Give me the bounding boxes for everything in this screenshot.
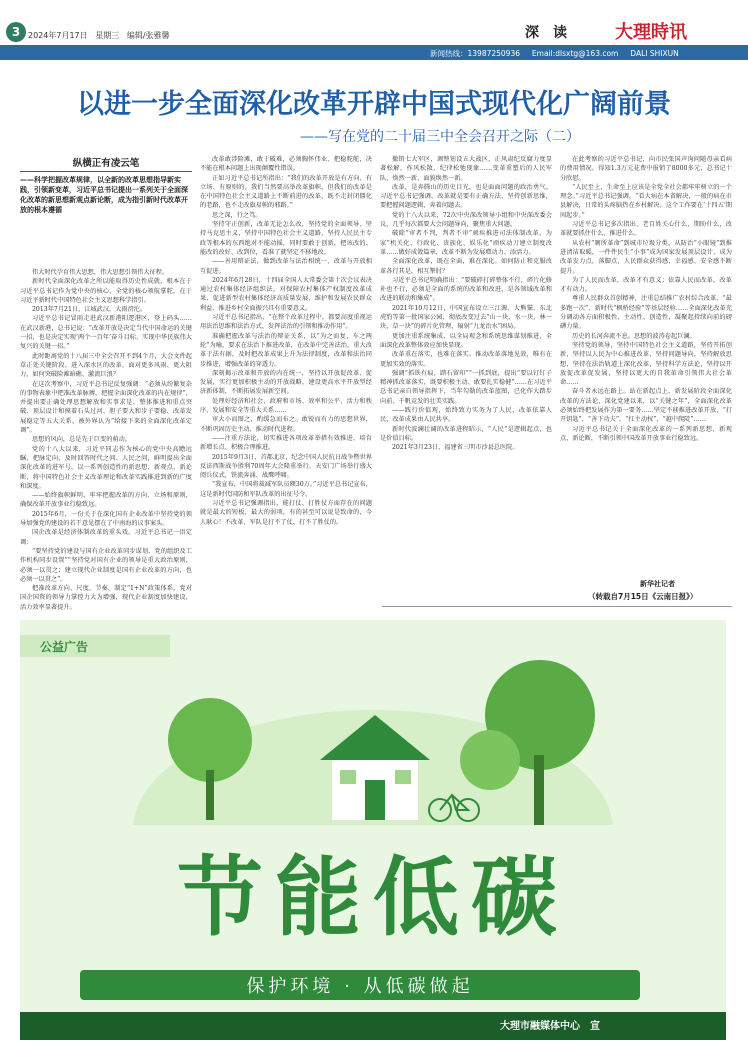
paragraph: ——善用辩证法，做到改革与法治相统一、改革与开放相互促进。 <box>200 258 372 275</box>
paragraph: “人民至上，生命至上应该是全党全社会都牢牢树立的一个理念。”习近平总书记强调，“看大病在本省解决，一般的病在市县解决，日常的头疼脑热在乡村解决。这个工作要在‘十四五’期间起步。” <box>560 183 732 219</box>
byline: 新华社记者 <box>640 580 675 588</box>
paragraph: 全面深化改革，既在全面，难在深化。如何防止和克服改革各行其是，相互掣肘？ <box>380 258 552 275</box>
article-column-1 <box>20 268 192 628</box>
paragraph: 历史的长河奔流不息。思想的波涛卷起巨澜。 <box>572 332 696 340</box>
news-hotline: 新闻热线：13987250936 <box>430 49 520 58</box>
paragraph: 习近平总书记明确指出：“要破碎打碎整体不行，碎片化修补也不行，必须是全面的系统的改革和改进，是各领域改革和改进的联动和集成”。 <box>380 276 552 303</box>
paragraph: 改革重在落实，也难在落实。推动改革落地见效，唯有在更加实效的落实。 <box>380 351 552 368</box>
paragraph: 2015年9月3日，首都北京，纪念中国人民抗日战争暨世界反法西斯战争胜利70周年大会隆重举行，天安门广场举行盛大阅兵仪式，铁流奔涌、战鹰呼啸。 <box>200 453 372 480</box>
paragraph: 撤销七大军区，调整划设五大战区，正风肃纪反腐力度显著松解，作风松散、纪律松弛现象……变革重塑后的人民军队，焕然一新，面貌焕然一新。 <box>380 156 552 182</box>
paragraph: 尊重人民群众首创精神，注重总结推广农村综合改革、“最多跑一次”、新时代“枫桥经验”等基层经验……全面深化改革充分调动各方面积极性、主动性、创造性，凝聚起持续向前的磅礴力量。 <box>560 295 732 331</box>
paragraph: 2015年6月，一份关于在深化国有企业改革中坚持党的领导加强党的建设的若干意见摆在了中南海的议事案头。 <box>20 510 192 528</box>
header-editor: 编辑/张雅馨 <box>126 31 170 40</box>
paragraph: 习近平总书记多次指出，老百姓关心什么，期盼什么，改革就要抓住什么、推进什么。 <box>560 221 732 238</box>
ad-label: 公益广告 <box>40 640 89 654</box>
paragraph: 处理好经济和社会、政府和市场、效率和公平、活力和秩序、发展和安全等重大关系…… <box>200 397 372 415</box>
paragraph: 为了人民而改革，改革才有意义；依靠人民而改革，改革才有动力。 <box>560 276 732 294</box>
paragraph: 在此考察的习近平总书记，向市民张国声询问随母亲看病的费用情况。得知1.3万元花费中报销了8000多元，总书记十分欣慰。 <box>560 156 732 182</box>
paragraph: 正如习近平总书记所指出：“我们的改革开放是有方向、有立场、有原则的。我们当然要高举改革旗帜，但我们的改革是在中国特色社会主义道路上不断前进的改革，既不走封闭僵化的老路，也不走改旗易帜的邪路。” <box>200 174 372 210</box>
paragraph: ——注重方法论，切实推进各项改革举措有效推进、培育新增长点、积极合理推进。 <box>200 434 372 452</box>
page-number-badge: 3 <box>6 22 26 42</box>
paragraph: 2021年3月23日，福建省三明市沙县总医院。 <box>392 444 519 452</box>
paper-masthead: 大理時讯 <box>615 22 687 43</box>
paragraph: 党的十八大以来，习近平同志作为核心的党中央高瞻远瞩、把脉定向，及时回答时代之问、人民之问，鲜明提出全面深化改革的进军号，以一系列创造性的新思想、新观点、新论断，将中国特色社会主义改革理论和改革实践推进到新的广度和深度。 <box>20 445 192 490</box>
paragraph: 习近平总书记关于全面深化改革的一系列新思想、新观点、新论断，不断引领中国改革开放事业行稳致远。 <box>560 425 732 442</box>
paragraph: 准确把握改革与法治的辩证关系，以“为之而复，车之两轮”为喻，要求在法治下推进改革，在改革中完善法治，重大改革于法有据，及时把改革成果上升为法律制度，改革和法治同步推进，增强改革的穿透力。 <box>200 332 372 368</box>
article-column-4 <box>560 155 732 577</box>
public-service-ad <box>20 620 726 1040</box>
article-column-3 <box>380 155 552 595</box>
section-name: 深 读 <box>525 25 567 41</box>
paragraph: 奋斗者永远在路上。站在新起点上，新发展阶段全面深化改革的方法论，深化党建以来，以“关键之年”，全面深化改革必须始终把发展作为第一要务……坚定不移推进改革开放，“打开钥匙”，“善下功夫”，“扛主动权”，“越中爬陡”…… <box>560 388 732 424</box>
paragraph: 深刻揭示改革和开放的内在统一，坚持以开放促改革、促发展，实行更加积极主动的开放战略，建设更高水平开放型经济新体制，不断拓展发展新空间。 <box>200 369 372 396</box>
paragraph: 坚持党的领导，坚持中国特色社会主义道路，坚持开拓创新，坚持以人民为中心推进改革，坚持问题导向，坚持解放思想，坚持在法治轨道上深化改革，坚持科学方法论，坚持以开放促改革促发展，坚持以更大的自我革命引领伟大社会革命…… <box>560 341 732 387</box>
article-headline: 以进一步全面深化改革开辟中国式现代化广阔前景 <box>77 89 671 120</box>
paragraph: 国企改革是经济体制改革的重头戏。习近平总书记一语定调： <box>20 529 192 546</box>
paragraph: ——践行价值观，始终致力实务为了人民、改革依靠人民，改革成果由人民共享。 <box>380 407 552 424</box>
paragraph: “我宣布，中国将裁减军队员额30万。”习近平总书记宣布，这是新时代国防和军队改革的出征号令。 <box>200 481 372 498</box>
paragraph: 习近平总书记冒雨走进武汉新港阳逻港区，登上码头……在武汉新港，总书记说：“改革开放是决定当代中国命运的关键一招，也是决定实现‘两个一百年’奋斗目标、实现中华民族伟大复兴的关键一招。” <box>20 315 192 351</box>
paragraph: 新时代波澜壮阔的改革进程昭示，“人民”是逻辑起点，也是价值目标。 <box>380 425 552 442</box>
paragraph: 把准改革方向、尺度、节奏，制定“1+N”政策体系，党对国企国资的领导力掌控力大为增强，现代企业制度加快建设，活力效率显著提升。 <box>20 585 192 611</box>
paragraph: 2024年6月28日，十四届全国人大常委会第十次会议表决通过农村集体经济组织法，对保障农村集体产权制度改革成果、促进新型农村集体经济高质量发展、维护和发展农民群众利益、推进乡村全面振兴具有重要意义。 <box>200 276 372 312</box>
paragraph: 改革，是奔腾山的历史目光，也是面面问题的政治勇气。习近平总书记强调，改革就是要有正确方法，坚持创新思维，要把握问题逻辑，奔着问题去。 <box>380 183 552 210</box>
article-subtitle: ——写在党的二十届三中全会召开之际（二） <box>300 129 580 145</box>
paragraph: 新时代全面深化改革之所以能取得历史性成就，根本在于习近平总书记作为党中央的核心、全党的核心领航掌舵，在于习近平新时代中国特色社会主义思想科学指引。 <box>20 278 192 304</box>
article-column-2 <box>200 155 372 620</box>
article-lead: ——科学把握改革规律，以全新的改革思想指导新实践，引领新变革，习近平总书记提出一系列关于全面深化改革的新思想新观点新论断，成为指引新时代改革开放的根本遵循 <box>20 176 188 214</box>
header-weekday: 星期三 <box>95 31 120 40</box>
paragraph: 从农村“厕所革命”到城市垃圾分类，从防治“小眼镜”到推进清洁取暖，一件件民生“小事”成为国家发展顶层设计，成为改革发力点，落脚点，人民群众获得感、幸福感、安全感不断提升。 <box>560 239 732 275</box>
paragraph: “要坚持党的建设与国有企业改革同步谋划、党的组织及工作机构同步设置”“坚持党对国有企业的领导是重大政治原则，必须一以贯之；建立现代企业制度是国有企业改革的方向，也必须一以贯之”。 <box>20 547 192 583</box>
column-title: 纵横正有凌云笔 <box>20 155 192 172</box>
paragraph: 2021年10月12日，中国宣布设立三江源、大熊猫、东北虎豹等第一批国家公园，彻底改变过去“山一块、水一块、林一块、草一块”的碎片化管理，辐射“九龙治水”困局。 <box>380 304 552 331</box>
paragraph: 破除“审者不判，判者不审”顽疾推进司法体制改革，为家“机关化、行政化、贵族化、娱乐化”顽疾动刀建立制度改革……做好成敛篇章，改革不断为发展增动力、添活力。 <box>380 230 552 256</box>
masthead-pinyin: DALI SHIXUN <box>630 49 679 58</box>
paragraph: 在这次考察中，习近平总书记反复强调：“必须从纷繁复杂的事物表象中把准改革脉搏，把握全面深化改革的内在规律”，并提出要正确处理思想解放和实事求是、整体推进和重点突破、顶层设计和摸着石头过河、胆子要大和步子要稳、改革发展稳定等五大关系，被外界认为“给接下来的全面深化改革定调”。 <box>20 380 192 435</box>
paragraph: 更加注重系统集成，以全局观念和系统思维谋划推进，全面深化改革整体效应加快显现。 <box>380 332 552 349</box>
paragraph: 党的十八大以来，72次中央深改领导小组和中央深改委会议，几乎每次都要大会问题导向，聚焦重大问题。 <box>380 211 552 229</box>
paragraph: 此时距离党的十八届三中全会召开不到4个月，大会文件起草正处关键阶段。进入深水区的改革，面对更多风雨、更大阻力，如何突破险滩暗礁、激流巨浪？ <box>20 352 192 379</box>
reprint-note: （转载自7月15日《云南日报》） <box>588 592 698 601</box>
header-date: 2024年7月17日 <box>28 31 88 40</box>
ad-credit: 大理市融媒体中心 宣 <box>500 1021 600 1032</box>
paragraph: 伟大时代孕育伟大思想，伟大思想引领伟大征程。 <box>32 269 169 276</box>
paragraph: 审大小而图之，酌缓急而布之。敢锐而有力的思想世界，不断巩固历史主动、推动时代进程。 <box>200 416 372 433</box>
paragraph: 习近平总书记强调指出，能打仗、打胜仗方面存在的问题就是最大的短板，最大的弱项，有的甚至可以说是致命的，今人耿心！不改革，军队是打不了仗、打不了胜仗的。 <box>200 499 372 526</box>
paragraph: ——始终旗帜鲜明，牢牢把握改革的方向、立场和原则，确保改革开放事业行稳致远。 <box>20 492 192 509</box>
divider <box>382 606 732 607</box>
paragraph: 思之深，行之笃。 <box>212 211 262 219</box>
paragraph: 改革敢涉险滩，敢于破难，必须胸怀伟业、把稳舵舵，决不能在根本问题上出现颠覆性错误。 <box>200 156 372 173</box>
paragraph: 2013年7月21日，江城武汉，大雨滂沱。 <box>32 306 147 314</box>
paragraph: 习近平总书记指出，“在整个改革过程中，都要高度重视运用法治思维和法治方式，发挥法治的引领和推动作用”。 <box>200 314 372 331</box>
contact-email: Email:dlsxtg@163.com <box>531 49 619 58</box>
ad-headline: 节能低碳 <box>177 848 569 948</box>
paragraph: 坚持守正创新，改革无论怎么改，坚持党的全面领导、坚持马克思主义、坚持中国特色社会主义道路、坚持人民民主专政等根本的东西绝对不能动摇，同时要敢于创新，把该改的、能改的改好、改到位，看准了就坚定不移地改。 <box>200 221 372 256</box>
paragraph: 思想的风向，总是先于巨变的萌动。 <box>32 436 131 444</box>
paragraph: 强调“抓铁有痕，踏石留印”“一抓到底，提出”要以钉钉子精神抓改革落实，既要积极主动、敢要扎实稳健”……在习近平总书记亲自领导指挥下，当年勾勒的改革蓝图，已化作大踏步向前、千帆竞发的壮美实践。 <box>380 369 552 405</box>
ad-slogan: 保护环境 · 从低碳做起 <box>246 976 474 997</box>
header-dateline <box>28 30 170 41</box>
